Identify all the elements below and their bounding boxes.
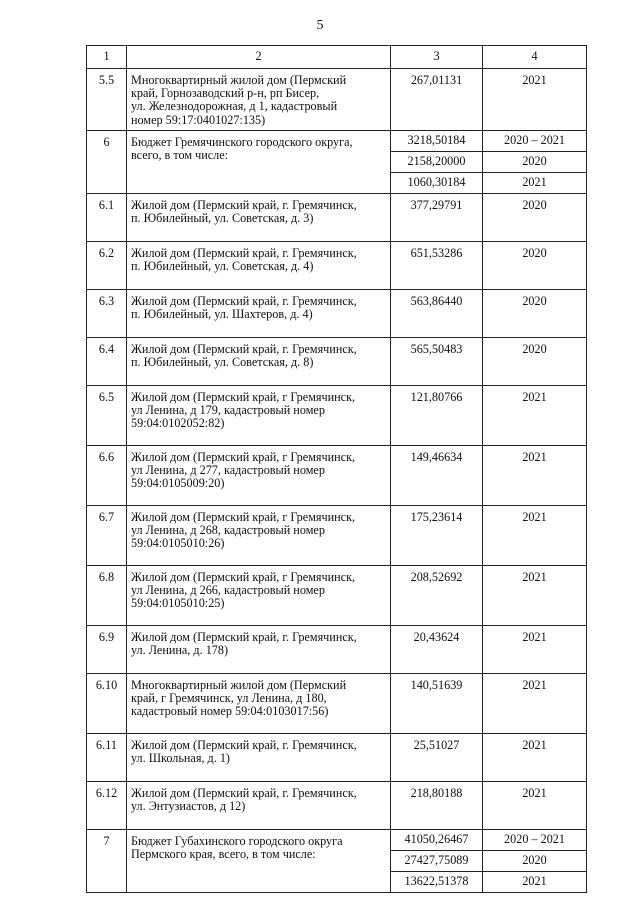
row-number: 5.5 bbox=[87, 69, 127, 131]
row-year: 2020 bbox=[483, 193, 587, 241]
description-line: Жилой дом (Пермский край, г. Гремячинск, bbox=[131, 785, 357, 800]
description-line: ул Ленина, д 268, кадастровый номер bbox=[131, 522, 325, 537]
row-description bbox=[127, 505, 391, 565]
row-description bbox=[127, 289, 391, 337]
row-amount: 267,01131 bbox=[391, 69, 483, 131]
description-line: край, Горнозаводский р-н, рп Бисер, bbox=[131, 86, 320, 101]
page-number: 5 bbox=[316, 18, 324, 33]
row-number: 6.10 bbox=[87, 673, 127, 733]
row-amount: 41050,26467 bbox=[391, 829, 483, 850]
row-description bbox=[127, 337, 391, 385]
description-line: Жилой дом (Пермский край, г Гремячинск, bbox=[131, 509, 356, 524]
description-line: кадастровый номер 59:04:0103017:56) bbox=[131, 704, 329, 719]
row-amount: 149,46634 bbox=[391, 445, 483, 505]
row-amount: 25,51027 bbox=[391, 733, 483, 781]
description-line: Многоквартирный жилой дом (Пермский bbox=[131, 677, 347, 692]
description-line: п. Юбилейный, ул. Советская, д. 3) bbox=[131, 210, 314, 225]
row-description bbox=[127, 565, 391, 625]
row-year: 2021 bbox=[483, 445, 587, 505]
table-row bbox=[87, 130, 587, 151]
row-amount: 13622,51378 bbox=[391, 871, 483, 892]
description-line: ул Ленина, д 277, кадастровый номер bbox=[131, 462, 325, 477]
row-amount: 27427,75089 bbox=[391, 850, 483, 871]
row-year: 2021 bbox=[483, 505, 587, 565]
table-row bbox=[87, 337, 587, 385]
table-row bbox=[87, 193, 587, 241]
row-amount: 563,86440 bbox=[391, 289, 483, 337]
description-line: Жилой дом (Пермский край, г. Гремячинск, bbox=[131, 629, 357, 644]
row-number: 6.5 bbox=[87, 385, 127, 445]
description-line: Жилой дом (Пермский край, г. Гремячинск, bbox=[131, 293, 357, 308]
description-line: 59:04:0105010:25) bbox=[131, 596, 225, 611]
row-year: 2020 bbox=[483, 850, 587, 871]
row-description bbox=[127, 625, 391, 673]
description-line: Жилой дом (Пермский край, г. Гремячинск, bbox=[131, 737, 357, 752]
column-header: 2 bbox=[127, 46, 391, 69]
row-amount: 377,29791 bbox=[391, 193, 483, 241]
table-header-row bbox=[87, 46, 587, 69]
table-row bbox=[87, 241, 587, 289]
description-line: ул. Железнодорожная, д 1, кадастровый bbox=[131, 99, 338, 114]
row-amount: 20,43624 bbox=[391, 625, 483, 673]
description-line: ул. Энтузиастов, д 12) bbox=[131, 798, 246, 813]
description-line: 59:04:0105010:26) bbox=[131, 536, 225, 551]
row-year: 2021 bbox=[483, 385, 587, 445]
row-description bbox=[127, 241, 391, 289]
description-line: ул. Ленина, д. 178) bbox=[131, 642, 229, 657]
table-row bbox=[87, 445, 587, 505]
column-header: 4 bbox=[483, 46, 587, 69]
description-line: ул Ленина, д 266, кадастровый номер bbox=[131, 582, 325, 597]
description-line: Жилой дом (Пермский край, г Гремячинск, bbox=[131, 449, 356, 464]
description-line: п. Юбилейный, ул. Шахтеров, д. 4) bbox=[131, 306, 313, 321]
table-body bbox=[87, 69, 587, 893]
row-description bbox=[127, 673, 391, 733]
description-line: Жилой дом (Пермский край, г. Гремячинск, bbox=[131, 341, 357, 356]
description-line: Многоквартирный жилой дом (Пермский bbox=[131, 73, 347, 87]
row-year: 2021 bbox=[483, 565, 587, 625]
table-row bbox=[87, 673, 587, 733]
description-line: Жилой дом (Пермский край, г. Гремячинск, bbox=[131, 245, 357, 260]
row-year: 2021 bbox=[483, 871, 587, 892]
row-description bbox=[127, 781, 391, 829]
row-amount: 121,80766 bbox=[391, 385, 483, 445]
row-year: 2021 bbox=[483, 625, 587, 673]
table-row bbox=[87, 733, 587, 781]
row-number: 6.3 bbox=[87, 289, 127, 337]
description-line: ул Ленина, д 179, кадастровый номер bbox=[131, 402, 325, 417]
row-year: 2020 bbox=[483, 289, 587, 337]
table-row bbox=[87, 69, 587, 131]
row-year: 2021 bbox=[483, 733, 587, 781]
table-row bbox=[87, 385, 587, 445]
row-year: 2020 bbox=[483, 151, 587, 172]
row-number: 6.2 bbox=[87, 241, 127, 289]
row-description bbox=[127, 733, 391, 781]
description-line: п. Юбилейный, ул. Советская, д. 4) bbox=[131, 258, 314, 273]
row-year: 2020 – 2021 bbox=[483, 130, 587, 151]
row-year: 2020 bbox=[483, 241, 587, 289]
description-line: край, г Гремячинск, ул Ленина, д 180, bbox=[131, 690, 327, 705]
table-row bbox=[87, 565, 587, 625]
row-number: 6.12 bbox=[87, 781, 127, 829]
row-description bbox=[127, 829, 391, 892]
column-header: 3 bbox=[391, 46, 483, 69]
allocation-table bbox=[86, 45, 587, 893]
row-amount: 1060,30184 bbox=[391, 172, 483, 193]
row-number: 6.4 bbox=[87, 337, 127, 385]
row-amount: 3218,50184 bbox=[391, 130, 483, 151]
table-row bbox=[87, 289, 587, 337]
description-line: Бюджет Гремячинского городского округа, bbox=[131, 134, 353, 149]
row-amount: 2158,20000 bbox=[391, 151, 483, 172]
description-line: Жилой дом (Пермский край, г Гремячинск, bbox=[131, 569, 356, 584]
table-row bbox=[87, 781, 587, 829]
row-description bbox=[127, 69, 391, 131]
row-number: 6.1 bbox=[87, 193, 127, 241]
description-line: Бюджет Губахинского городского округа bbox=[131, 833, 343, 848]
row-year: 2020 – 2021 bbox=[483, 829, 587, 850]
description-line: 59:04:0102052:82) bbox=[131, 416, 225, 431]
description-line: п. Юбилейный, ул. Советская, д. 8) bbox=[131, 354, 314, 369]
row-number: 6.9 bbox=[87, 625, 127, 673]
row-year: 2020 bbox=[483, 337, 587, 385]
description-line: Жилой дом (Пермский край, г. Гремячинск, bbox=[131, 197, 357, 212]
table-row bbox=[87, 625, 587, 673]
row-number: 7 bbox=[87, 829, 127, 892]
description-line: номер 59:17:0401027:135) bbox=[131, 112, 266, 127]
row-year: 2021 bbox=[483, 172, 587, 193]
row-number: 6.8 bbox=[87, 565, 127, 625]
row-number: 6.7 bbox=[87, 505, 127, 565]
row-year: 2021 bbox=[483, 673, 587, 733]
row-description bbox=[127, 445, 391, 505]
row-description bbox=[127, 193, 391, 241]
row-description bbox=[127, 385, 391, 445]
description-line: Жилой дом (Пермский край, г Гремячинск, bbox=[131, 389, 356, 404]
row-amount: 565,50483 bbox=[391, 337, 483, 385]
row-number: 6.11 bbox=[87, 733, 127, 781]
row-amount: 208,52692 bbox=[391, 565, 483, 625]
description-line: ул. Школьная, д. 1) bbox=[131, 750, 230, 765]
row-number: 6.6 bbox=[87, 445, 127, 505]
row-amount: 651,53286 bbox=[391, 241, 483, 289]
table-row bbox=[87, 505, 587, 565]
row-number: 6 bbox=[87, 130, 127, 193]
row-year: 2021 bbox=[483, 781, 587, 829]
row-amount: 218,80188 bbox=[391, 781, 483, 829]
row-year: 2021 bbox=[483, 69, 587, 131]
table-row bbox=[87, 829, 587, 850]
row-amount: 140,51639 bbox=[391, 673, 483, 733]
row-amount: 175,23614 bbox=[391, 505, 483, 565]
description-line: 59:04:0105009:20) bbox=[131, 476, 225, 491]
column-header: 1 bbox=[87, 46, 127, 69]
description-line: всего, в том числе: bbox=[131, 147, 229, 162]
row-description bbox=[127, 130, 391, 193]
description-line: Пермского края, всего, в том числе: bbox=[131, 846, 316, 861]
